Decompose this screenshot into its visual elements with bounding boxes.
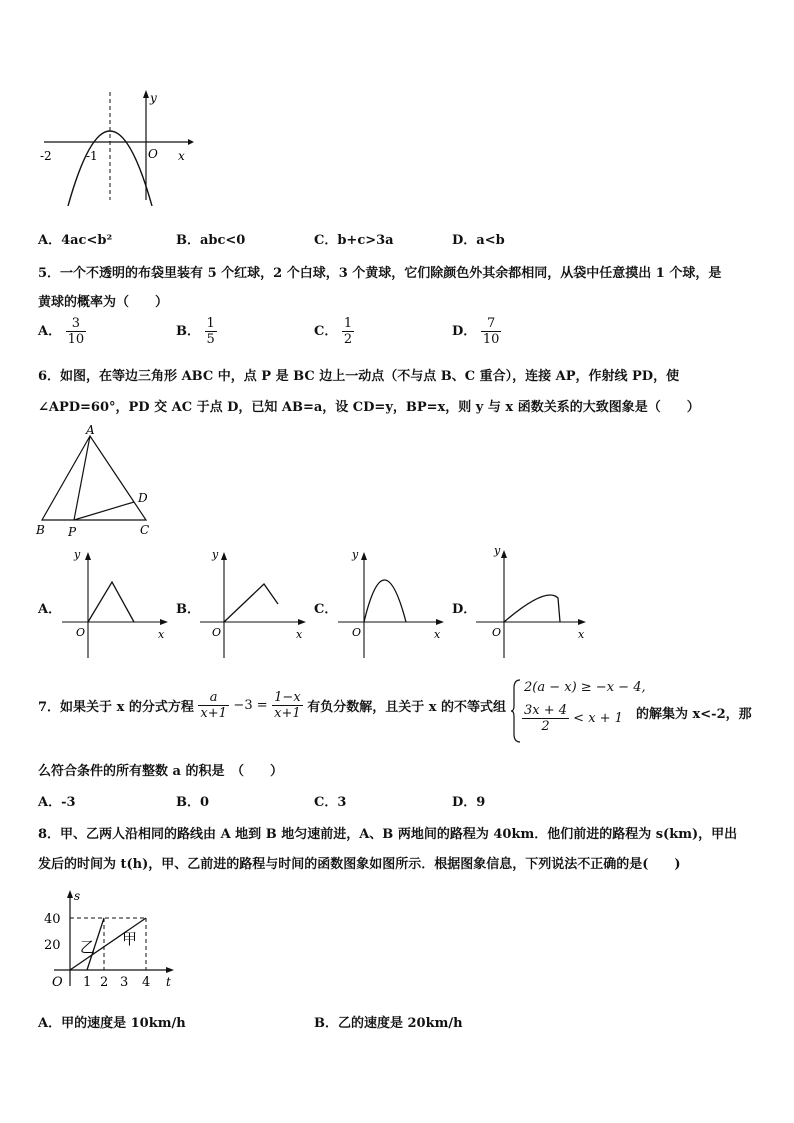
denominator: x+1 xyxy=(200,706,227,721)
x-axis-arrow xyxy=(188,139,194,145)
numerator: 7 xyxy=(486,316,496,331)
q7-eq-frac2 xyxy=(272,690,303,721)
q6-option-c-graph[interactable] xyxy=(336,546,448,662)
svg-text:x: x xyxy=(434,628,441,641)
tick-1: 1 xyxy=(83,975,92,990)
numerator: 3x + 4 xyxy=(524,703,568,718)
q6-option-a-letter[interactable]: A． xyxy=(38,602,62,617)
q7-system-row2 xyxy=(522,703,623,734)
label-jia: 甲 xyxy=(122,930,138,948)
q5-option-c[interactable] xyxy=(314,316,354,347)
q6-option-d-letter[interactable]: D． xyxy=(452,602,477,617)
q6-option-b-graph[interactable] xyxy=(198,546,310,662)
q4-option-d[interactable]: D．a<b xyxy=(452,233,505,248)
q8-option-a[interactable]: A．甲的速度是 10km/h xyxy=(38,1016,186,1031)
q6-option-b-letter[interactable]: B． xyxy=(176,602,200,617)
denominator: 10 xyxy=(482,332,500,347)
q8-stem-line2: 发后的时间为 t(h)，甲、乙前进的路程与时间的函数图象如图所示．根据图象信息，下列说法不正确的是( ) xyxy=(38,857,681,872)
denominator: 5 xyxy=(206,332,215,347)
svg-text:x: x xyxy=(578,628,585,641)
q7-option-d[interactable]: D．9 xyxy=(452,795,486,810)
svg-text:x: x xyxy=(158,628,165,641)
svg-text:y: y xyxy=(212,548,219,561)
svg-text:y: y xyxy=(352,548,359,561)
q4-option-a[interactable]: A．4ac<b² xyxy=(38,233,113,248)
q6-triangle-figure xyxy=(34,422,160,542)
numerator: 3 xyxy=(71,316,81,331)
graph-curve xyxy=(224,584,278,622)
q6-option-c-letter[interactable]: C． xyxy=(314,602,338,617)
q5-option-c-fraction xyxy=(342,316,354,347)
q7-option-a[interactable]: A．-3 xyxy=(38,795,76,810)
q5-option-d-letter: D． xyxy=(452,324,477,339)
q7-system-fraction xyxy=(522,703,569,734)
denominator: 2 xyxy=(522,718,569,734)
tick-3: 3 xyxy=(120,975,129,990)
origin-label: O xyxy=(52,975,63,990)
q7-system-brace xyxy=(510,678,522,744)
q4-origin-label: O xyxy=(148,147,158,161)
point-p-label: P xyxy=(68,525,77,539)
graph-curve xyxy=(364,580,406,622)
q4-option-c[interactable]: C．b+c>3a xyxy=(314,233,394,248)
numerator: a xyxy=(209,690,218,705)
q7-stem-line1 xyxy=(38,690,506,734)
q4-tick-minus1: -1 xyxy=(86,149,98,163)
q5-option-c-letter: C． xyxy=(314,324,338,339)
q7-eq-minus3: −3 = xyxy=(233,698,268,713)
svg-text:O: O xyxy=(352,626,362,639)
t-label: t xyxy=(166,975,171,989)
q8-option-b[interactable]: B．乙的速度是 20km/h xyxy=(314,1016,463,1031)
q8-stem-line1: 8．甲、乙两人沿相同的路线由 A 地到 B 地匀速前进，A、B 两地间的路程为 40km．他们前进的路程为 s(km)，甲出 xyxy=(38,827,738,842)
q5-option-b-letter: B． xyxy=(176,324,200,339)
q5-option-d[interactable] xyxy=(452,316,501,347)
svg-text:y: y xyxy=(494,544,501,557)
q5-stem-line2: 黄球的概率为（ ） xyxy=(38,295,169,310)
q5-option-b[interactable] xyxy=(176,316,217,347)
numerator: 1−x xyxy=(274,690,301,705)
denominator: x+1 xyxy=(274,706,301,721)
q7-system-row1: 2(a − x) ≥ −x − 4, xyxy=(524,680,646,695)
q8-distance-time-graph xyxy=(40,886,188,990)
svg-text:y: y xyxy=(74,548,81,561)
q5-option-b-fraction xyxy=(205,316,217,347)
q4-y-label: y xyxy=(150,91,157,105)
q6-stem-line1: 6．如图，在等边三角形 ABC 中，点 P 是 BC 边上一动点（不与点 B、C 重合），连接 AP，作射线 PD，使 xyxy=(38,369,680,384)
s-label: s xyxy=(74,889,81,903)
q5-option-a-fraction xyxy=(66,316,87,347)
q7-stem-line2: 么符合条件的所有整数 a 的积是 （ ） xyxy=(38,764,283,779)
svg-text:O: O xyxy=(212,626,222,639)
y-axis-arrow xyxy=(143,90,149,98)
denominator: 10 xyxy=(67,332,85,347)
q7-eq-frac1 xyxy=(198,690,229,721)
q5-option-d-fraction xyxy=(481,316,502,347)
q7-system-row2-rest: < x + 1 xyxy=(573,711,623,726)
q4-x-label: x xyxy=(178,149,185,163)
graph-curve xyxy=(504,595,560,622)
vertex-a-label: A xyxy=(86,423,95,437)
svg-text:O: O xyxy=(492,626,502,639)
graph-curve xyxy=(88,582,134,622)
q7-option-b[interactable]: B．0 xyxy=(176,795,210,810)
q6-stem-line2: ∠APD=60°，PD 交 AC 于点 D，已知 AB=a，设 CD=y，BP=x，则 y 与 x 函数关系的大致图象是（ ） xyxy=(38,400,700,415)
numerator: 1 xyxy=(343,316,353,331)
segment-ap xyxy=(74,436,90,520)
label-yi: 乙 xyxy=(80,938,96,956)
q4-parabola-graph xyxy=(38,86,198,206)
vertex-b-label: B xyxy=(36,523,45,537)
tick-40: 40 xyxy=(44,912,61,927)
q7-mid: 有负分数解，且关于 x 的不等式组 xyxy=(307,700,506,715)
triangle-abc xyxy=(42,436,146,520)
q6-option-d-graph[interactable] xyxy=(474,542,592,662)
q5-option-a[interactable] xyxy=(38,316,86,347)
denominator: 2 xyxy=(343,332,353,347)
point-d-label: D xyxy=(138,491,148,505)
q4-tick-minus2: -2 xyxy=(40,149,52,163)
q5-option-a-letter: A． xyxy=(38,324,62,339)
q5-stem-line1: 5．一个不透明的布袋里装有 5 个红球，2 个白球，3 个黄球，它们除颜色外其余都相同，从袋中任意摸出 1 个球，是 xyxy=(38,266,722,281)
q4-option-b[interactable]: B．abc<0 xyxy=(176,233,246,248)
vertex-c-label: C xyxy=(140,523,150,537)
segment-pd xyxy=(74,502,134,520)
svg-text:O: O xyxy=(76,626,86,639)
q7-prefix: 7．如果关于 x 的分式方程 xyxy=(38,700,194,715)
q6-option-a-graph[interactable] xyxy=(60,546,172,662)
tick-20: 20 xyxy=(44,938,61,953)
q7-suffix: 的解集为 x<-2，那 xyxy=(636,707,752,722)
tick-2: 2 xyxy=(100,975,109,990)
svg-text:x: x xyxy=(296,628,303,641)
numerator: 1 xyxy=(206,316,215,331)
q7-option-c[interactable]: C．3 xyxy=(314,795,347,810)
tick-4: 4 xyxy=(142,975,151,990)
